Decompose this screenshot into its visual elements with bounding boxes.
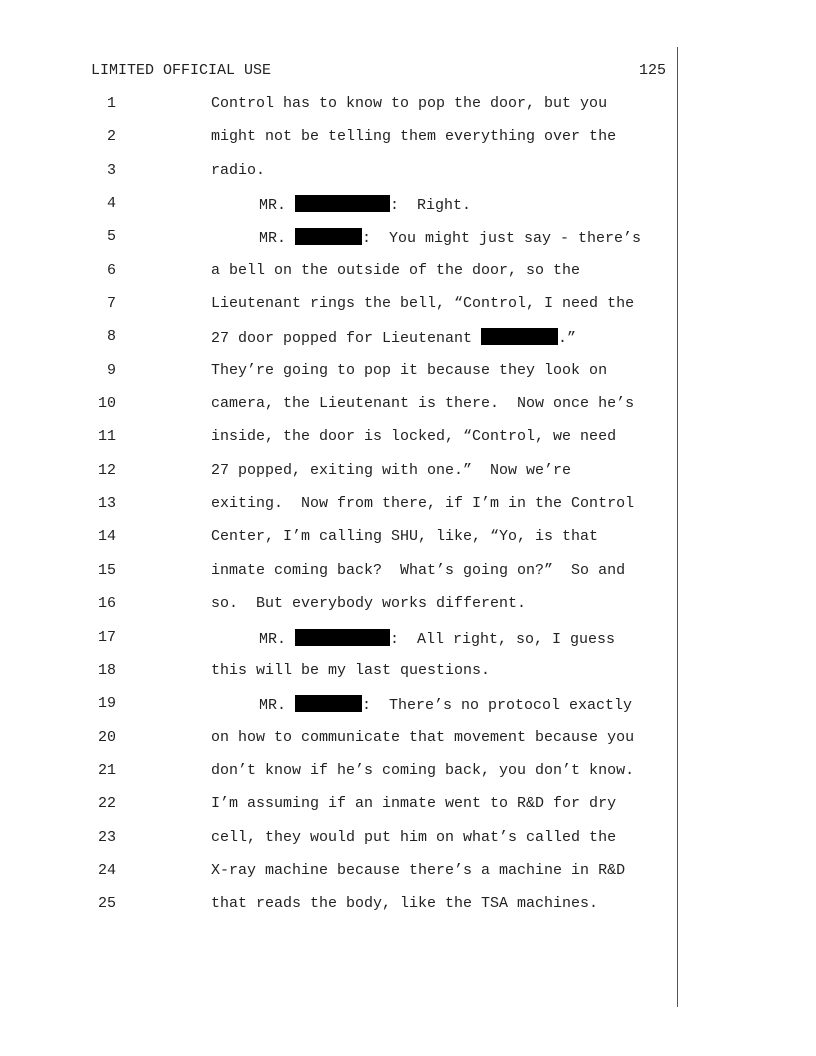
- line-text: that reads the body, like the TSA machines.: [211, 895, 599, 913]
- line-number: 9: [106, 361, 116, 379]
- line-number: 17: [97, 628, 116, 646]
- redaction-box: [295, 228, 362, 245]
- speaker-line: [211, 328, 576, 347]
- line-text: Control has to know to pop the door, but you: [211, 95, 608, 112]
- line-number: 1: [106, 95, 116, 112]
- line-number: 2: [106, 128, 116, 146]
- transcript-line: [0, 395, 816, 428]
- line-text: this will be my last questions.: [211, 661, 491, 679]
- line-number: 11: [97, 428, 116, 446]
- redaction-box: [295, 695, 362, 712]
- line-number: 12: [97, 461, 116, 479]
- line-text: They’re going to pop it because they look on: [211, 361, 608, 379]
- line-text: .”: [558, 330, 577, 348]
- transcript-line: [0, 629, 816, 662]
- transcript-lines: [0, 95, 816, 929]
- line-number: 23: [97, 828, 116, 846]
- line-text: : There’s no protocol exactly: [362, 697, 633, 715]
- transcript-line: [0, 428, 816, 461]
- line-text: inmate coming back? What’s going on?” So and: [211, 561, 626, 579]
- speaker-prefix: MR.: [259, 197, 296, 215]
- transcript-line: [0, 895, 816, 928]
- speaker-prefix: MR.: [259, 630, 296, 648]
- line-text: so. But everybody works different.: [211, 595, 527, 613]
- line-number: 21: [97, 761, 116, 779]
- line-text: 27 popped, exiting with one.” Now we’re: [211, 461, 572, 479]
- redaction-box: [295, 629, 390, 646]
- transcript-line: [0, 262, 816, 295]
- line-number: 25: [97, 895, 116, 913]
- transcript-line: [0, 829, 816, 862]
- redaction-box: [481, 328, 558, 345]
- line-number: 5: [106, 228, 116, 246]
- speaker-line: [259, 228, 641, 247]
- line-text: Center, I’m calling SHU, like, “Yo, is that: [211, 528, 599, 546]
- transcript-line: [0, 528, 816, 561]
- line-text: radio.: [211, 161, 266, 179]
- line-number: 3: [106, 161, 116, 179]
- line-number: 18: [97, 661, 116, 679]
- redaction-box: [295, 195, 390, 212]
- line-text: : You might just say - there’s: [362, 230, 642, 248]
- transcript-line: [0, 228, 816, 261]
- line-number: 10: [97, 395, 116, 413]
- transcript-line: [0, 495, 816, 528]
- line-number: 14: [97, 528, 116, 546]
- line-number: 22: [97, 795, 116, 813]
- transcript-line: [0, 462, 816, 495]
- line-text: don’t know if he’s coming back, you don’t know.: [211, 761, 635, 779]
- line-number: 24: [97, 861, 116, 879]
- speaker-line: [259, 629, 615, 648]
- line-text: X-ray machine because there’s a machine in R&D: [211, 861, 626, 879]
- transcript-line: [0, 95, 816, 128]
- transcript-line: [0, 362, 816, 395]
- line-number: 8: [106, 328, 116, 346]
- transcript-line: [0, 695, 816, 728]
- speaker-prefix: MR.: [259, 230, 296, 248]
- line-text: might not be telling them everything over the: [211, 128, 617, 146]
- line-text: inside, the door is locked, “Control, we need: [211, 428, 617, 446]
- transcript-line: [0, 762, 816, 795]
- line-number: 20: [97, 728, 116, 746]
- speaker-prefix: MR.: [259, 697, 296, 715]
- transcript-line: [0, 795, 816, 828]
- line-number: 15: [97, 561, 116, 579]
- transcript-line: [0, 162, 816, 195]
- line-text: exiting. Now from there, if I’m in the Control: [211, 495, 635, 513]
- line-text: : Right.: [390, 197, 472, 215]
- classification-header: LIMITED OFFICIAL USE: [91, 62, 272, 79]
- page-number: 125: [638, 62, 666, 79]
- line-text: I’m assuming if an inmate went to R&D for dry: [211, 795, 617, 813]
- transcript-line: [0, 295, 816, 328]
- line-number: 19: [97, 695, 116, 713]
- transcript-line: [0, 562, 816, 595]
- line-text: Lieutenant rings the bell, “Control, I need the: [211, 295, 635, 313]
- line-text: a bell on the outside of the door, so the: [211, 261, 581, 279]
- speaker-line: [259, 695, 632, 714]
- speaker-line: [259, 195, 471, 214]
- transcript-line: [0, 595, 816, 628]
- line-text: on how to communicate that movement because you: [211, 728, 635, 746]
- line-text: camera, the Lieutenant is there. Now once he’s: [211, 395, 635, 413]
- line-text: cell, they would put him on what’s called the: [211, 828, 617, 846]
- transcript-line: [0, 328, 816, 361]
- line-number: 6: [106, 261, 116, 279]
- line-text: : All right, so, I guess: [390, 630, 616, 648]
- transcript-line: [0, 128, 816, 161]
- transcript-line: [0, 729, 816, 762]
- transcript-line: [0, 662, 816, 695]
- transcript-line: [0, 862, 816, 895]
- line-number: 7: [106, 295, 116, 313]
- transcript-line: [0, 195, 816, 228]
- line-number: 13: [97, 495, 116, 513]
- line-number: 4: [106, 195, 116, 213]
- line-number: 16: [97, 595, 116, 613]
- line-text: 27 door popped for Lieutenant: [211, 330, 482, 348]
